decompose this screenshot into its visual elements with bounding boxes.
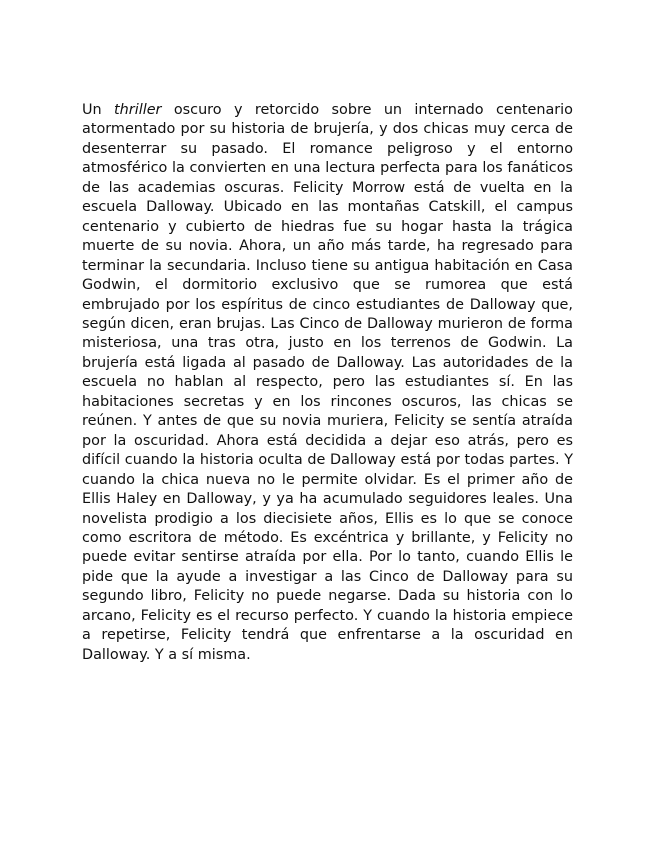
synopsis-paragraph bbox=[82, 101, 573, 665]
paragraph-body: oscuro y retorcido sobre un internado centenario atormentado por su historia de brujería, y dos chicas muy cerca de desenterrar su pasado. El romance peligroso y el entorno atmosférico la convierten en una lectura perfecta para los fanáticos de las academias oscuras. Felicity Morrow está de vuelta en la escuela Dalloway. Ubicado en las montañas Catskill, el campus centenario y cubierto de hiedras fue su hogar hasta la trágica muerte de su novia. Ahora, un año más tarde, ha regresado para terminar la secundaria. Incluso tiene su antigua habitación en Casa Godwin, el dormitorio exclusivo que se rumorea que está embrujado por los espíritus de cinco estudiantes de Dalloway que, según dicen, eran brujas. Las Cinco de Dalloway murieron de forma misteriosa, una tras otra, justo en los terrenos de Godwin. La brujería está ligada al pasado de Dalloway. Las autoridades de la escuela no hablan al respecto, pero las estudiantes sí. En las habitaciones secretas y en los rincones oscuros, las chicas se reúnen. Y antes de que su novia muriera, Felicity se sentía atraída por la oscuridad. Ahora está decidida a dejar eso atrás, pero es difícil cuando la historia oculta de Dalloway está por todas partes. Y cuando la chica nueva no le permite olvidar. Es el primer año de Ellis Haley en Dalloway, y ya ha acumulado seguidores leales. Una novelista prodigio a los diecisiete años, Ellis es lo que se conoce como escritora de método. Es excéntrica y brillante, y Felicity no puede evitar sentirse atraída por ella. Por lo tanto, cuando Ellis le pide que la ayude a investigar a las Cinco de Dalloway para su segundo libro, Felicity no puede negarse. Dada su historia con lo arcano, Felicity es el recurso perfecto. Y cuando la historia empiece a repetirse, Felicity tendrá que enfrentarse a la oscuridad en Dalloway. Y a sí misma. bbox=[82, 102, 573, 663]
paragraph-intro: Un bbox=[82, 102, 115, 118]
emphasized-word: thriller bbox=[114, 102, 162, 118]
